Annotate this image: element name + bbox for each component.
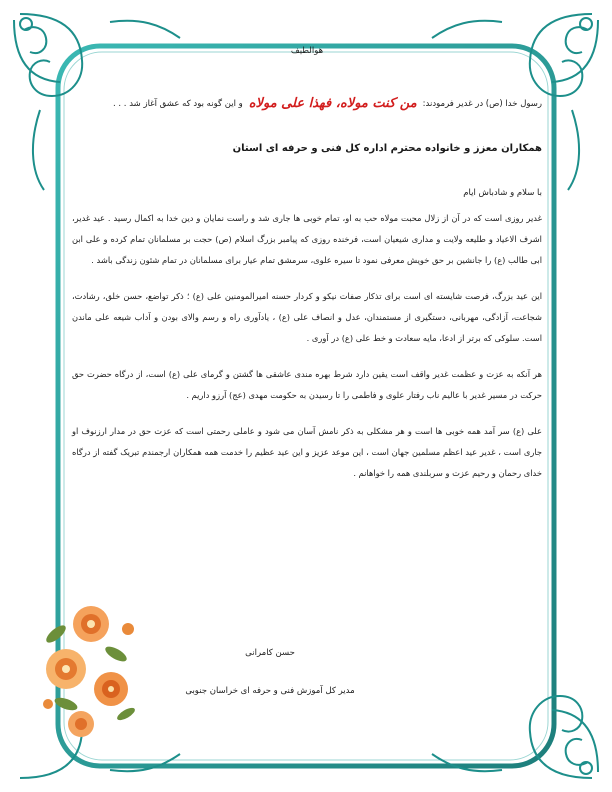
- signer-title: مدیر کل آموزش فنی و حرفه ای خراسان جنوبی: [185, 686, 355, 696]
- quote-outro: و این گونه بود که عشق آغاز شد . . .: [112, 98, 243, 109]
- flower-bouquet-decoration: [36, 594, 146, 744]
- flower-icon: [73, 606, 109, 642]
- flower-icon: [68, 711, 94, 737]
- paragraph-4: علی (ع) سر آمد همه خوبی ها است و هر مشکلی به ذکر نامش آسان می شود و عاملی رحمتی است که عزت حق در مدار ارزنوف او جاری است ، غدیر عید اعظم مسلمین جهان است ، این موعد عزیز و این عید عظیم را خدمت همه همکاران ارجمندم تبریک گفته از درگاه خدای رحمان و رحیم عزت و سربلندی همه را خواهانم .: [72, 426, 542, 478]
- addressee: همکاران معزز و خانواده محترم اداره کل فنی و حرفه ای استان: [232, 143, 542, 154]
- letter-body: [72, 44, 542, 492]
- signer-name: حسن کامرانی: [245, 648, 295, 658]
- flower-icon: [94, 672, 128, 706]
- greeting: با سلام و شادباش ایام: [463, 188, 542, 198]
- flower-icon: [46, 649, 86, 689]
- paragraph-2: این عید بزرگ، فرصت شایسته ای است برای تذکار صفات نیکو و کردار حسنه امیرالمومنین علی (ع) ؛ ذکر تواضع، حسن خلق، رشادت، شجاعت، آزادگی، مهربانی، دستگیری از مستمندان، عدل و انصاف علی (ع) ، یادآوری راه و رسم والای بودن و آداب شیعه علی ماندن است. سلوکی که برتر از ادعا، مایه سعادت و خط علی (ع) در آوری .: [72, 291, 542, 343]
- paragraph-3: هر آنکه به عزت و عظمت غدیر واقف است یقین دارد شرط بهره مندی عاشقی ها گشتن و گرمای علی (ع) است، از درگاه حضرت حق حرکت در مسیر غدیر با عالیم ناب رفتار علوی و فاطمی را تا رسیدن به حکومت مهدی (عج) آرزو داریم .: [72, 369, 542, 400]
- hadith-quote: [72, 96, 542, 111]
- quote-intro: رسول خدا (ص) در غدیر فرمودند:: [422, 98, 542, 109]
- quote-highlight: من کنت مولاه، فهذا علی مولاه: [248, 96, 417, 111]
- page-heading: هوالطیف: [290, 46, 324, 56]
- paragraph-1: غدیر روزی است که در آن از زلال محبت مولاه حب به او، تمام خوبی ها جاری شد و راست نمایان و دین خدا به اکمال رسید . عید غدیر، اشرف الاعیاد و طلیعه ولایت و مداری شیعیان است، فرخنده روزی که پیامبر بزرگ اسلام (ص) حجت بر مسلمانان تمام کرده و علی ابن ابی طالب (ع) را جانشین بر حق خویش معرفی نمود تا سیره علوی، سرمشق تمام عیار برای مسلمانان در تمام شئون زندگی باشد .: [72, 213, 542, 265]
